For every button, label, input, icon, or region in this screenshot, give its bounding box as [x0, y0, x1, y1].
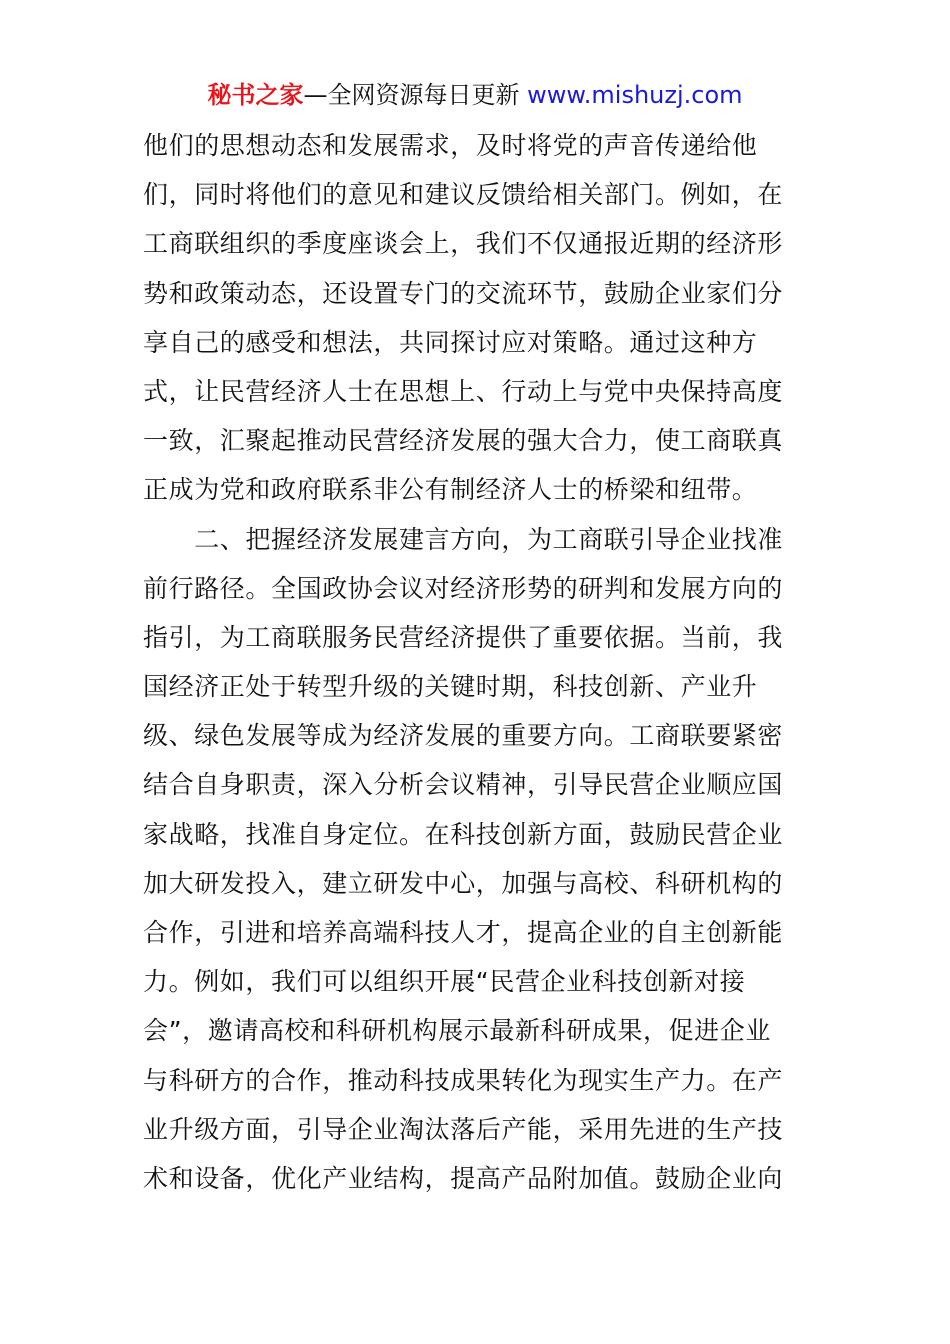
site-url-link[interactable]: www.mishuzj.com — [527, 81, 743, 109]
text-line: 加大研发投入，建立研发中心，加强与高校、科研机构的 — [143, 868, 784, 898]
text-line: 他们的思想动态和发展需求，及时将党的声音传递给他 — [143, 131, 758, 160]
text-line: 国经济正处于转型升级的关键时期，科技创新、产业升 — [143, 672, 758, 702]
text-line: 势和政策动态，还设置专门的交流环节，鼓励企业家们分 — [143, 278, 784, 308]
text-line: 合作，引进和培养高端科技人才，提高企业的自主创新能 — [143, 918, 784, 947]
text-line: 术和设备，优化产业结构，提高产品附加值。鼓励企业向 — [143, 1163, 784, 1193]
text-line: 前行路径。全国政协会议对经济形势的研判和发展方向的 — [143, 573, 784, 603]
text-line: 业升级方面，引导企业淘汰落后产能，采用先进的生产技 — [143, 1114, 784, 1144]
text-line: 工商联组织的季度座谈会上，我们不仅通报近期的经济形 — [143, 229, 784, 259]
text-line: 们，同时将他们的意见和建议反馈给相关部门。例如，在 — [143, 180, 784, 210]
text-line: 家战略，找准自身定位。在科技创新方面，鼓励民营企业 — [143, 819, 784, 849]
text-line: 指引，为工商联服务民营经济提供了重要依据。当前，我 — [143, 622, 784, 652]
text-line: 与科研方的合作，推动科技成果转化为现实生产力。在产 — [143, 1065, 784, 1095]
text-line: 结合自身职责，深入分析会议精神，引导民营企业顺应国 — [143, 770, 784, 800]
site-header — [0, 78, 950, 112]
text-line: 级、绿色发展等成为经济发展的重要方向。工商联要紧密 — [143, 721, 784, 751]
site-brand: 秘书之家 — [207, 81, 304, 109]
text-line: 式，让民营经济人士在思想上、行动上与党中央保持高度 — [143, 376, 784, 406]
site-tagline: —全网资源每日更新 — [303, 81, 528, 109]
text-line: 会”，邀请高校和科研机构展示最新科研成果，促进企业 — [143, 1016, 771, 1046]
text-line: 正成为党和政府联系非公有制经济人士的桥梁和纽带。 — [143, 475, 758, 505]
text-line: 享自己的感受和想法，共同探讨应对策略。通过这种方 — [143, 327, 758, 357]
text-line: 力。例如，我们可以组织开展“民营企业科技创新对接 — [143, 967, 746, 997]
document-body — [143, 121, 811, 1203]
text-line: 一致，汇聚起推动民营经济发展的强大合力，使工商联真 — [143, 426, 784, 456]
section-heading-line: 二、把握经济发展建言方向，为工商联引导企业找准 — [143, 524, 784, 554]
